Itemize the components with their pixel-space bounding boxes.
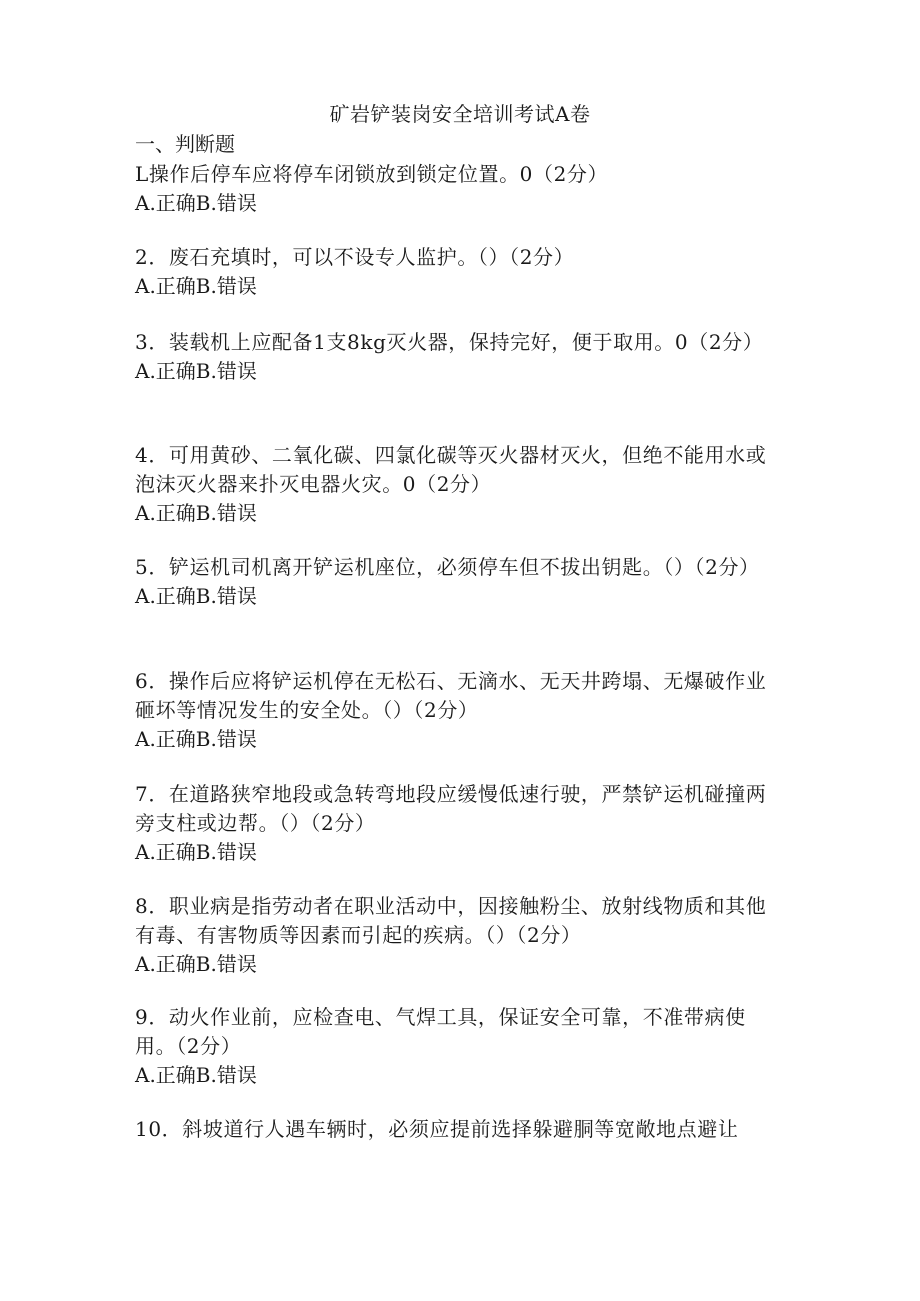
question-options: A.正确B.错误 (135, 840, 257, 864)
question-options: A.正确B.错误 (135, 359, 257, 383)
question-text: L操作后停车应将停车闭锁放到锁定位置。0（2分） (135, 162, 609, 186)
question-6 (135, 667, 785, 754)
question-1 (135, 160, 785, 218)
question-options: A.正确B.错误 (135, 274, 257, 298)
question-text: 4．可用黄砂、二氧化碳、四氯化碳等灭火器材灭火，但绝不能用水或泡沫灭火器来扑灭电器火灾。0（2分） (135, 443, 767, 496)
question-10 (135, 1115, 785, 1144)
question-options: A.正确B.错误 (135, 727, 257, 751)
question-2 (135, 243, 785, 301)
question-text: 3．装载机上应配备1支8kg灭火器，保持完好，便于取用。0（2分） (135, 330, 764, 354)
question-9 (135, 1003, 785, 1090)
section-heading-true-false: 一、判断题 (135, 132, 235, 156)
question-options: A.正确B.错误 (135, 191, 257, 215)
question-text: 9．动火作业前，应检查电、气焊工具，保证安全可靠，不准带病使用。（2分） (135, 1005, 746, 1058)
question-options: A.正确B.错误 (135, 1063, 257, 1087)
question-3 (135, 328, 785, 386)
question-text: 5．铲运机司机离开铲运机座位，必须停车但不拔出钥匙。（）（2分） (135, 555, 760, 579)
question-options: A.正确B.错误 (135, 584, 257, 608)
question-text: 6．操作后应将铲运机停在无松石、无滴水、无天井跨塌、无爆破作业砸坏等情况发生的安全处。（）（2分） (135, 669, 767, 722)
question-8 (135, 892, 785, 979)
question-5 (135, 553, 785, 611)
question-7 (135, 780, 785, 867)
question-text: 2．废石充填时，可以不设专人监护。（）（2分） (135, 245, 575, 269)
question-text: 7．在道路狭窄地段或急转弯地段应缓慢低速行驶，严禁铲运机碰撞两旁支柱或边帮。（）（2分） (135, 782, 767, 835)
question-text: 8．职业病是指劳动者在职业活动中，因接触粉尘、放射线物质和其他有毒、有害物质等因素而引起的疾病。（）（2分） (135, 894, 767, 947)
question-text: 10．斜坡道行人遇车辆时，必须应提前选择躲避胴等宽敞地点避让 (135, 1117, 739, 1141)
exam-title: 矿岩铲装岗安全培训考试A卷 (329, 102, 591, 126)
question-options: A.正确B.错误 (135, 501, 257, 525)
question-options: A.正确B.错误 (135, 952, 257, 976)
question-4 (135, 441, 785, 528)
